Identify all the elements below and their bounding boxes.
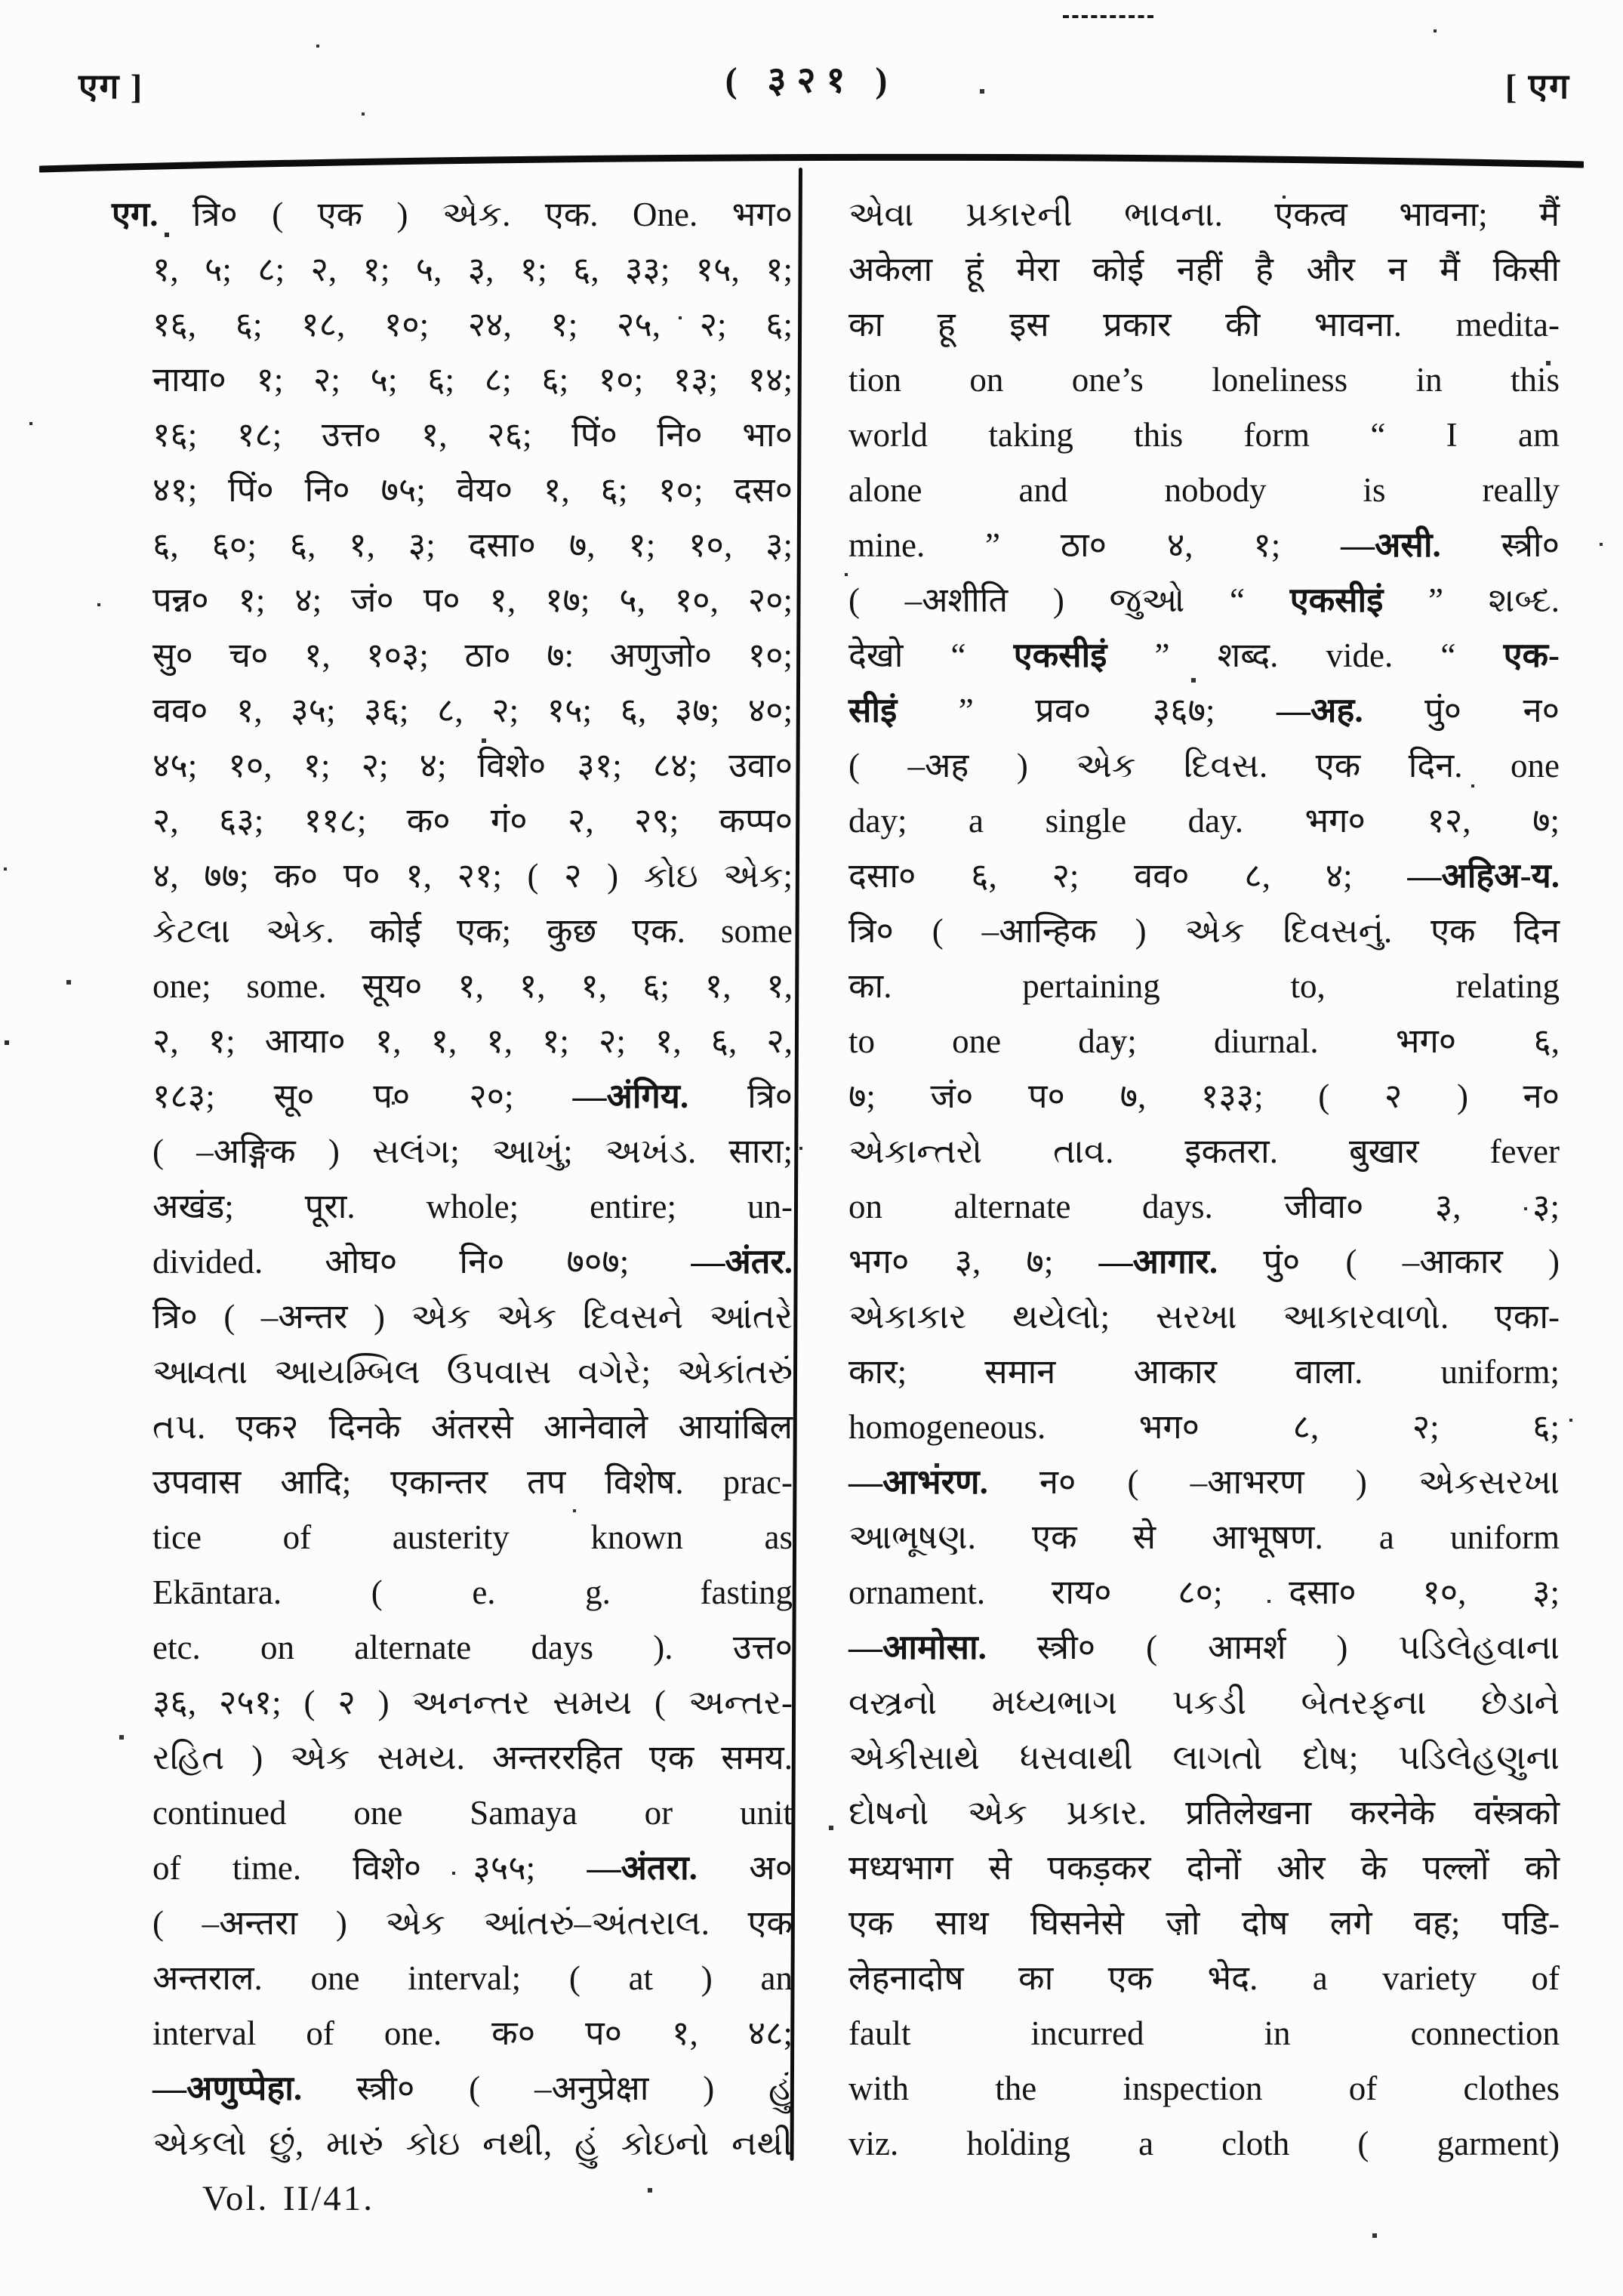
text-line: २, ६३; ११८; क० गं० २, २९; कप्प०	[152, 802, 793, 840]
text-line: लेहनादोष का एक भेद. a variety of	[848, 1959, 1560, 1997]
text-line: अकेला हूं मेरा कोई नहीं है और न मैं किसी	[848, 251, 1560, 288]
text-line: —आमोसा. स्त्री० ( आमर्श ) પડિલેહવાના	[848, 1629, 1560, 1666]
text-line: उपवास आदि; एकान्तर तप विशेष. prac-	[152, 1463, 793, 1501]
text-line: તપ. एक२ दिनके अंतरसे आनेवाले आयांबिल	[152, 1408, 793, 1446]
text-line: भग० ३, ७; —आगार. पुं० ( –आकार )	[848, 1243, 1560, 1281]
text-line: त्रि० ( –अन्तर ) એક એક દિવસને આંતરે	[152, 1298, 793, 1336]
text-line: એકાકાર થયેલો; સરખા આકારવાળો. एका-	[848, 1298, 1560, 1336]
text-line: का हू इस प्रकार की भावना. medita-	[848, 306, 1560, 344]
scan-noise	[0, 0, 2, 2]
text-line: ४, ७७; क० प० १, २१; ( २ ) કોઇ એક;	[152, 857, 793, 895]
text-line: આભૂષણ. एक से आभूषण. a uniform	[848, 1518, 1560, 1556]
text-line: एग. त्रि० ( एक ) એક. एक. One. भग०	[112, 196, 793, 233]
text-line: viz. holding a cloth ( garment)	[848, 2125, 1560, 2162]
text-line: सु० च० १, १०३; ठा० ७: अणुजो० १०;	[152, 636, 793, 674]
text-line: १८३; सू० प० २०; —अंगिय. त्रि०	[152, 1077, 793, 1115]
text-line: interval of one. क० प० १, ४८;	[152, 2014, 793, 2052]
text-line: ( –अह ) એક દિવસ. एक दिन. one	[848, 747, 1560, 784]
text-line: —अणुप्पेहा. स्त्री० ( –अनुप्रेक्षा ) હું	[152, 2069, 793, 2107]
text-line: tice of austerity known as	[152, 1518, 793, 1556]
page-header	[0, 54, 1623, 137]
text-line: એકીસાથે ધસવાથી લાગતો દોષ; પડિલેહણુના	[848, 1739, 1560, 1777]
text-line: अन्तराल. one interval; ( at ) an	[152, 1959, 793, 1997]
text-line: of time. विशे० ३५५; —अंतरा. अ०	[152, 1849, 793, 1887]
text-line: tion on one’s loneliness in this	[848, 361, 1560, 399]
text-line: २, १; आया० १, १, १, १; २; १, ६, २,	[152, 1022, 793, 1060]
text-line: fault incurred in connection	[848, 2014, 1560, 2052]
text-line: ornament. राय० ८०; दसा० १०, ३;	[848, 1573, 1560, 1611]
text-line: Ekāntara. ( e. g. fasting	[152, 1573, 793, 1611]
text-line: world taking this form “ I am	[848, 416, 1560, 454]
text-line: ( –अङ्गिक ) સલંગ; આખું; અખંડ. सारा;	[152, 1133, 793, 1170]
text-line: continued one Samaya or unit	[152, 1794, 793, 1832]
text-line: कार; समान आकार वाला. uniform;	[848, 1353, 1560, 1391]
text-line: on alternate days. जीवा० ३, ३;	[848, 1188, 1560, 1225]
text-line: ३६, २५१; ( २ ) અનન્તર સમય ( અન્તર-	[152, 1684, 793, 1721]
text-line: ( –अन्तरा ) એક આંતરું–અંતરાલ. एक	[152, 1904, 793, 1942]
text-line: દોષનો એક પ્રકાર. प्रतिलेखना करनेके वस्त्रको	[848, 1794, 1560, 1832]
text-line: ७; जं० प० ७, १३३; ( २ ) न०	[848, 1077, 1560, 1115]
text-line: mine. ” ठा० ४, १; —असी. स्त्री०	[848, 526, 1560, 564]
header-rule	[39, 148, 1584, 174]
text-line: એકલો છું, મારું કોઇ નથી, હું કોઇનો નથી	[152, 2125, 793, 2162]
text-line: વસ્ત્રનો મધ્યભાગ પકડી બેતરફના છેડાને	[848, 1684, 1560, 1721]
text-line: with the inspection of clothes	[848, 2069, 1560, 2107]
text-line: day; a single day. भग० १२, ७;	[848, 802, 1560, 840]
volume-footer: Vol. II/41.	[202, 2179, 375, 2218]
text-line: त्रि० ( –आन्हिक ) એક દિવસનું. एक दिन	[848, 912, 1560, 950]
text-line: ६, ६०; ६, १, ३; दसा० ७, १; १०, ३;	[152, 526, 793, 564]
scan-artifact	[1063, 15, 1153, 18]
text-line: १६; १८; उत्त० १, २६; पिं० नि० भा०	[152, 416, 793, 454]
header-keyword-left: एग ]	[79, 67, 144, 106]
text-line: one; some. सूय० १, १, १, ६; १, १,	[152, 967, 793, 1005]
text-line: वव० १, ३५; ३६; ८, २; १५; ६, ३७; ४०;	[152, 692, 793, 729]
text-line: ४१; पिं० नि० ७५; वेय० १, ६; १०; दस०	[152, 471, 793, 509]
text-line: divided. ओघ० नि० ७०७; —अंतर.	[152, 1243, 793, 1281]
text-line: पन्न० १; ४; जं० प० १, १७; ५, १०, २०;	[152, 581, 793, 619]
header-keyword-right: [ एग	[1504, 67, 1570, 106]
text-line: રહિત ) એક સમય. अन्तररहित एक समय.	[152, 1739, 793, 1777]
text-line: एक साथ घिसनेसे जो दोष लगे वह; पडि-	[848, 1904, 1560, 1942]
text-line: अखंड; पूरा. whole; entire; un-	[152, 1188, 793, 1225]
text-line: सीइं ” प्रव० ३६७; —अह. पुं० न०	[848, 692, 1560, 729]
right-column	[848, 187, 1560, 2171]
text-line: १, ५; ८; २, १; ५, ३, १; ६, ३३; १५, १;	[152, 251, 793, 288]
text-line: नाया० १; २; ५; ६; ८; ६; १०; १३; १४;	[152, 361, 793, 399]
text-line: ४५; १०, १; २; ४; विशे० ३१; ८४; उवा०	[152, 747, 793, 784]
page-number: ( ३२१ )	[725, 60, 898, 100]
text-line: etc. on alternate days ). उत्त०	[152, 1629, 793, 1666]
left-column	[112, 187, 793, 2227]
text-line: देखो “ एकसीइं ” शब्द. vide. “ एक-	[848, 636, 1560, 674]
text-line: એવા પ્રકારની ભાવના. एकत्व भावना; मैं	[848, 196, 1560, 233]
text-line: का. pertaining to, relating	[848, 967, 1560, 1005]
text-line: ( –अशीति ) જુઓ “ एकसीइं ” શબ્દ.	[848, 581, 1560, 619]
text-line: એકાન્તરો તાવ. इकतरा. बुखार fever	[848, 1133, 1560, 1170]
text-line: આવતા આયમ્બિલ ઉપવાસ વગેરે; એકાંતરું	[152, 1353, 793, 1391]
text-line: to one day; diurnal. भग० ६,	[848, 1022, 1560, 1060]
text-line: मध्यभाग से पकड़कर दोनों ओर के पल्लों को	[848, 1849, 1560, 1887]
text-line: दसा० ६, २; वव० ८, ४; —अहिअ-य.	[848, 857, 1560, 895]
text-line: કેટલા એક. कोई एक; कुछ एक. some	[152, 912, 793, 950]
text-line: —आभरण. न० ( –आभरण ) એકસરખા	[848, 1463, 1560, 1501]
text-line: alone and nobody is really	[848, 471, 1560, 509]
text-line: १६, ६; १८, १०; २४, १; २५, २; ६;	[152, 306, 793, 344]
text-line: homogeneous. भग० ८, २; ६;	[848, 1408, 1560, 1446]
